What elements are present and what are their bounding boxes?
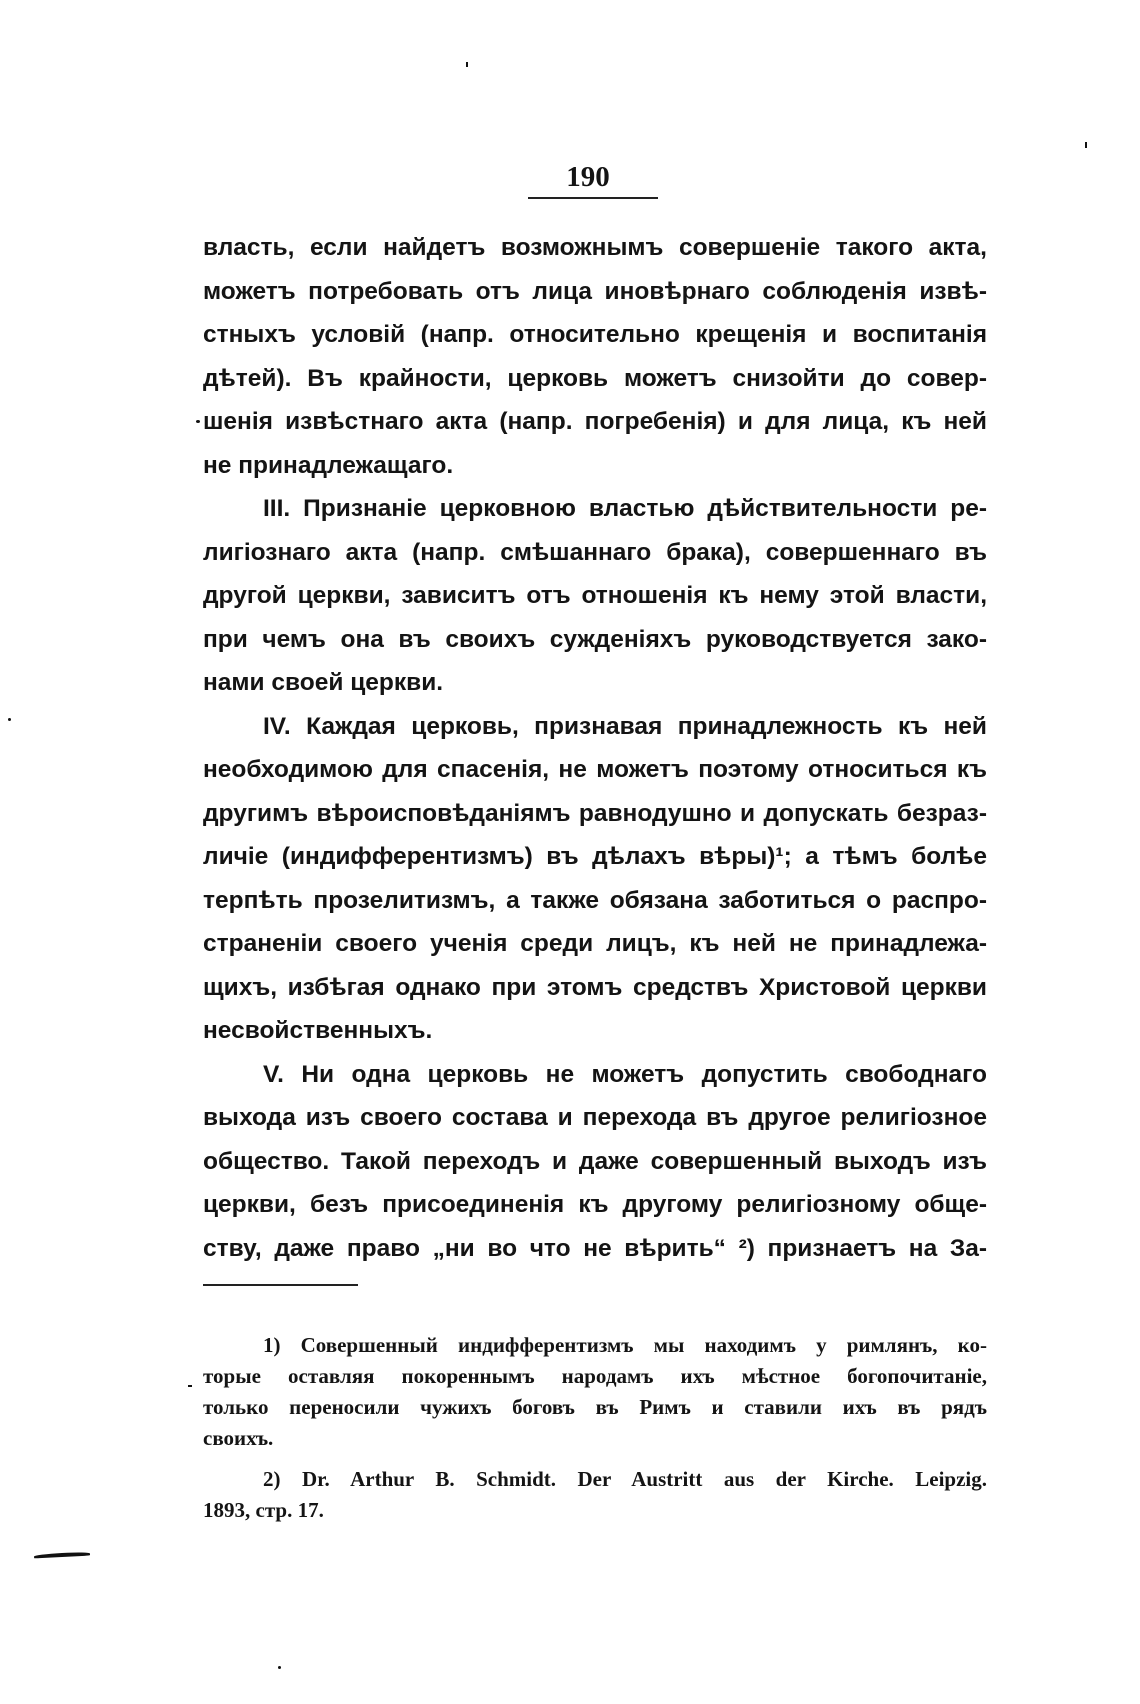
text-line: личіе (индифферентизмъ) въ дѣлахъ вѣры)¹; а тѣмъ болѣе bbox=[203, 843, 987, 870]
text-line: страненіи своего ученія среди лицъ, къ ней не принадлежа- bbox=[203, 930, 987, 957]
scan-speck bbox=[278, 1666, 281, 1669]
footnote-1-line: своихъ. bbox=[203, 1426, 274, 1450]
footnote-1: 1) Совершенный индифферентизмъ мы находимъ у римлянъ, ко- bbox=[263, 1333, 987, 1357]
paragraph-III-start: III. Признаніе церковною властью дѣйствительности ре- bbox=[263, 495, 987, 522]
footnotes bbox=[203, 1330, 987, 1526]
paragraph-IV-start: IV. Каждая церковь, признавая принадлежность къ ней bbox=[263, 712, 987, 740]
footnote-2: 2) Dr. Arthur B. Schmidt. Der Austritt aus der Kirche. Leipzig. bbox=[263, 1467, 987, 1491]
scan-speck bbox=[196, 420, 200, 423]
text-line: выхода изъ своего состава и перехода въ другое религіозное bbox=[203, 1104, 987, 1131]
text-line: можетъ потребовать отъ лица иновѣрнаго соблюденія извѣ- bbox=[203, 277, 987, 305]
text-line: при чемъ она въ своихъ сужденіяхъ руководствуется зако- bbox=[203, 625, 987, 653]
text-line: стныхъ условій (напр. относительно крещенія и воспитанія bbox=[203, 321, 987, 348]
scan-speck bbox=[1085, 142, 1087, 148]
scan-speck bbox=[8, 718, 11, 721]
text-line: церкви, безъ присоединенія къ другому религіозному обще- bbox=[203, 1191, 987, 1218]
footnote-1-line: только переносили чужихъ боговъ въ Римъ и ставили ихъ въ рядъ bbox=[203, 1395, 987, 1419]
scan-smudge bbox=[34, 1552, 90, 1559]
text-line: власть, если найдетъ возможнымъ совершеніе такого акта, bbox=[203, 234, 987, 261]
text-line: общество. Такой переходъ и даже совершенный выходъ изъ bbox=[203, 1147, 987, 1175]
page-number-rule bbox=[528, 197, 658, 199]
text-line: щихъ, избѣгая однако при этомъ средствъ Христовой церкви bbox=[203, 973, 987, 1001]
footnote-1-line: торые оставляя покореннымъ народамъ ихъ мѣстное богопочитаніе, bbox=[203, 1364, 987, 1388]
text-line: ству, даже право „ни во что не вѣрить“ ²) признаетъ на За- bbox=[203, 1234, 987, 1262]
text-line: необходимою для спасенія, не можетъ поэтому относиться къ bbox=[203, 756, 987, 783]
text-line: другимъ вѣроисповѣданіямъ равнодушно и допускать безраз- bbox=[203, 799, 987, 827]
footnote-2-line: 1893, стр. 17. bbox=[203, 1498, 324, 1522]
text-line: несвойственныхъ. bbox=[203, 1017, 433, 1044]
scan-speck bbox=[466, 62, 468, 67]
text-line: другой церкви, зависитъ отъ отношенія къ нему этой власти, bbox=[203, 582, 987, 609]
text-line: лигіознаго акта (напр. смѣшаннаго брака), совершеннаго въ bbox=[203, 538, 987, 566]
text-line: не принадлежащаго. bbox=[203, 451, 454, 479]
text-line: дѣтей). Въ крайности, церковь можетъ снизойти до совер- bbox=[203, 364, 987, 392]
text-line: нами своей церкви. bbox=[203, 669, 444, 696]
scan-speck bbox=[188, 1385, 192, 1387]
body-text bbox=[203, 226, 987, 1270]
footnote-separator bbox=[203, 1284, 358, 1286]
footnote-gap bbox=[203, 1454, 987, 1464]
paragraph-V-start: V. Ни одна церковь не можетъ допустить свободнаго bbox=[263, 1060, 987, 1088]
page-number: 190 bbox=[566, 161, 610, 193]
text-line: шенія извѣстнаго акта (напр. погребенія) и для лица, къ ней bbox=[203, 408, 987, 435]
text-line: терпѣть прозелитизмъ, а также обязана заботиться о распро- bbox=[203, 886, 987, 914]
